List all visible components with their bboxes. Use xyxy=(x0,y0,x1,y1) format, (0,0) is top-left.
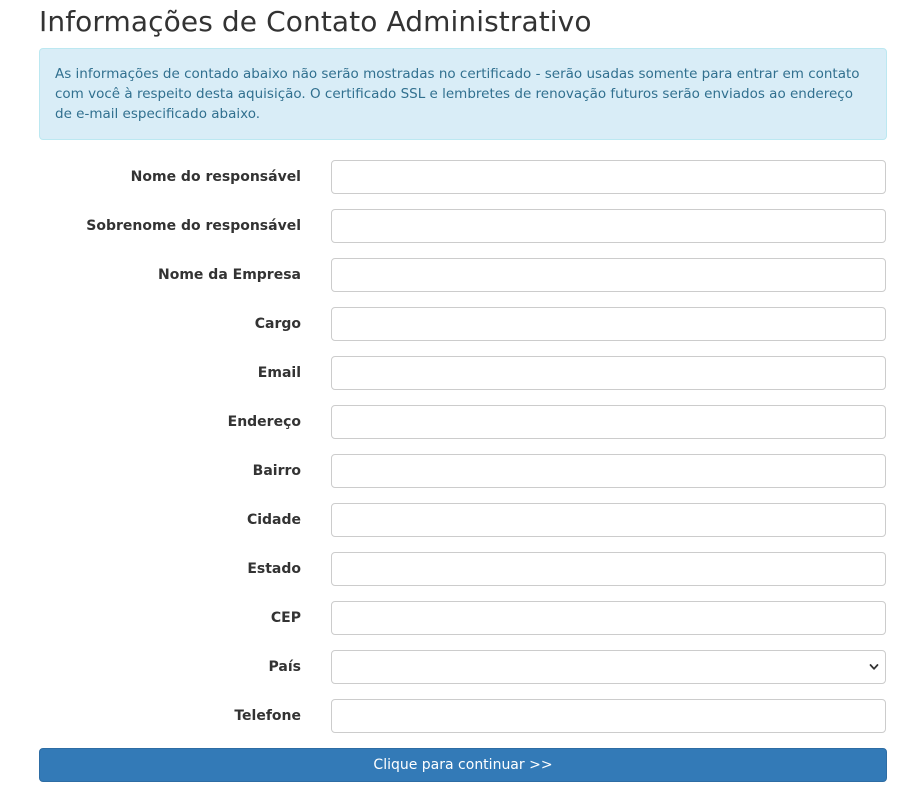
country-select[interactable] xyxy=(331,650,886,684)
address-label: Endereço xyxy=(227,414,301,430)
job-title-label: Cargo xyxy=(254,316,301,332)
neighborhood-label: Bairro xyxy=(252,463,301,479)
form-row-city xyxy=(39,503,887,537)
first-name-label: Nome do responsável xyxy=(130,169,301,185)
company-label: Nome da Empresa xyxy=(158,267,301,283)
form-row-email xyxy=(39,356,887,390)
continue-button[interactable]: Clique para continuar >> xyxy=(39,748,887,782)
form-row-postal-code xyxy=(39,601,887,635)
state-label: Estado xyxy=(247,561,301,577)
form-row-company xyxy=(39,258,887,292)
last-name-label: Sobrenome do responsável xyxy=(86,218,301,234)
postal-code-label: CEP xyxy=(270,610,301,626)
city-label: Cidade xyxy=(246,512,301,528)
first-name-input[interactable] xyxy=(331,160,886,194)
email-input[interactable] xyxy=(331,356,886,390)
form-row-first-name xyxy=(39,160,887,194)
neighborhood-input[interactable] xyxy=(331,454,886,488)
company-input[interactable] xyxy=(331,258,886,292)
postal-code-input[interactable] xyxy=(331,601,886,635)
chevron-down-icon xyxy=(869,662,879,672)
last-name-input[interactable] xyxy=(331,209,886,243)
state-input[interactable] xyxy=(331,552,886,586)
form-row-job-title xyxy=(39,307,887,341)
form-row-country xyxy=(39,650,887,684)
form-row-phone xyxy=(39,699,887,733)
job-title-input[interactable] xyxy=(331,307,886,341)
info-alert: As informações de contado abaixo não serão mostradas no certificado - serão usadas somente para entrar em contato com você à respeito desta aquisição. O certificado SSL e lembretes de renovação futuros serão enviados ao endereço de e-mail especificado abaixo. xyxy=(39,48,887,140)
city-input[interactable] xyxy=(331,503,886,537)
admin-contact-page xyxy=(39,0,887,773)
phone-input[interactable] xyxy=(331,699,886,733)
country-label: País xyxy=(268,659,301,675)
phone-label: Telefone xyxy=(234,708,301,724)
form-row-neighborhood xyxy=(39,454,887,488)
form-row-state xyxy=(39,552,887,586)
form-row-address xyxy=(39,405,887,439)
page-title: Informações de Contato Administrativo xyxy=(39,5,592,38)
form-row-last-name xyxy=(39,209,887,243)
email-label: Email xyxy=(257,365,301,381)
address-input[interactable] xyxy=(331,405,886,439)
